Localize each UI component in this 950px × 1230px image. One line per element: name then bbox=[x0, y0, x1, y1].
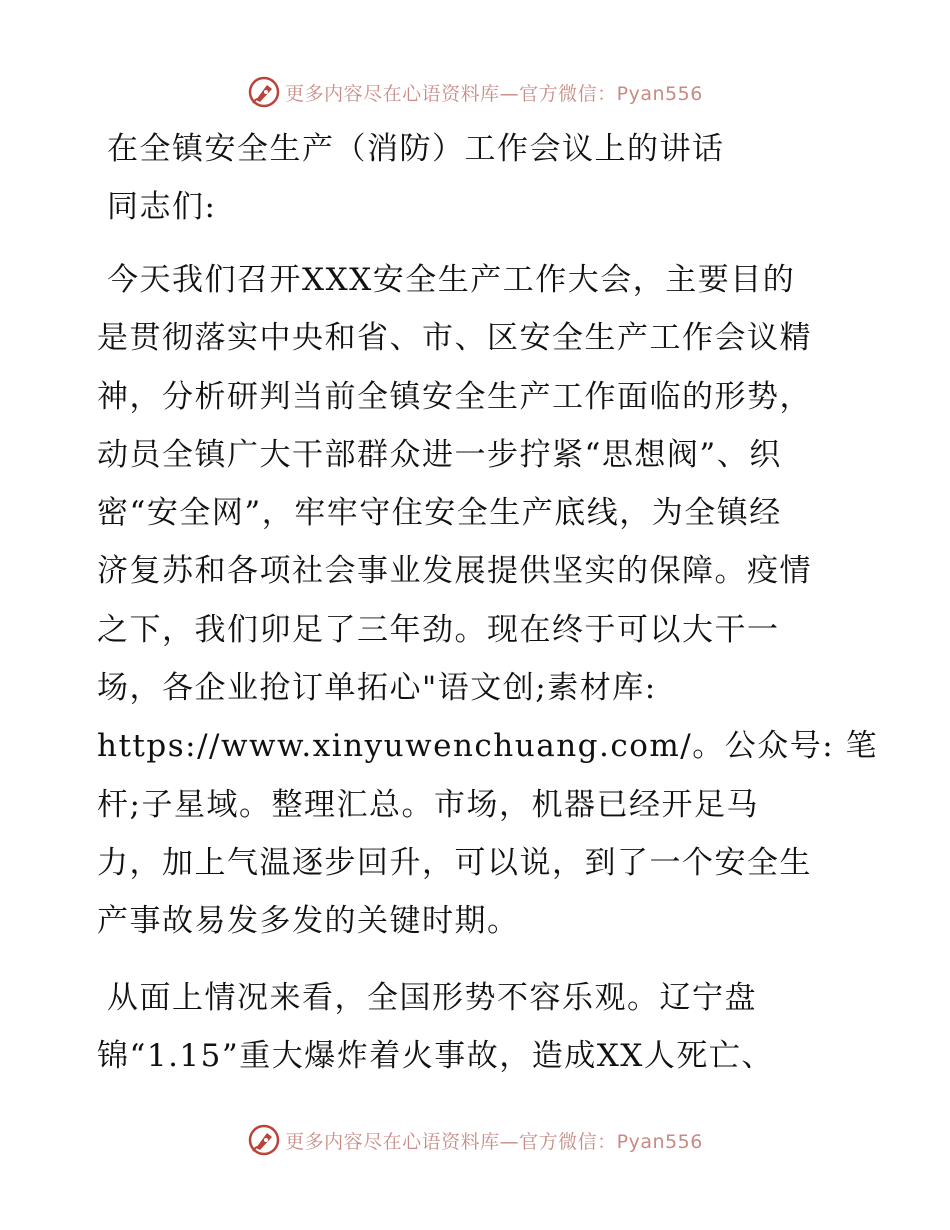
document-title: 在全镇安全生产（消防）工作会议上的讲话 bbox=[107, 131, 725, 167]
paragraph-line: https://www.xinyuwenchuang.com/。公众号: 笔 bbox=[97, 728, 879, 765]
header-banner-text: 更多内容尽在心语资料库—官方微信：Pyan556 bbox=[285, 82, 703, 105]
paragraph-line: 神，分析研判当前全镇安全生产工作面临的形势， bbox=[97, 378, 812, 415]
paragraph-line: 今天我们召开XXX安全生产工作大会，主要目的 bbox=[107, 262, 796, 298]
salutation: 同志们: bbox=[107, 189, 217, 225]
paragraph-line: 杆;子星域。整理汇总。市场，机器已经开足马 bbox=[97, 786, 759, 823]
footer-banner bbox=[0, 1120, 950, 1160]
paragraph-line: 从面上情况来看，全国形势不容乐观。辽宁盘 bbox=[107, 979, 757, 1016]
paragraph-line: 力，加上气温逐步回升，可以说，到了一个安全生 bbox=[97, 844, 812, 881]
header-banner bbox=[0, 72, 950, 112]
paragraph-line: 场，各企业抢订单拓心"语文创;素材库: bbox=[97, 670, 657, 707]
paragraph-line: 密“安全网”，牢牢守住安全生产底线，为全镇经 bbox=[97, 495, 782, 532]
paragraph-line: 之下，我们卯足了三年劲。现在终于可以大干一 bbox=[97, 611, 780, 648]
paragraph-2 bbox=[97, 969, 857, 1086]
pen-nib-logo-icon bbox=[247, 75, 281, 109]
paragraph-line: 济复苏和各项社会事业发展提供坚实的保障。疫情 bbox=[97, 553, 812, 590]
paragraph-1 bbox=[97, 251, 879, 951]
paragraph-line: 锦“1.15”重大爆炸着火事故，造成XX人死亡、 bbox=[97, 1037, 774, 1074]
paragraph-line: 是贯彻落实中央和省、市、区安全生产工作会议精 bbox=[97, 320, 812, 357]
pen-nib-logo-icon bbox=[247, 1123, 281, 1157]
document-body bbox=[97, 123, 879, 1085]
paragraph-line: 产事故易发多发的关键时期。 bbox=[97, 903, 520, 940]
footer-banner-text: 更多内容尽在心语资料库—官方微信：Pyan556 bbox=[285, 1130, 703, 1153]
paragraph-line: 动员全镇广大干部群众进一步拧紧“思想阀”、织 bbox=[97, 436, 782, 473]
